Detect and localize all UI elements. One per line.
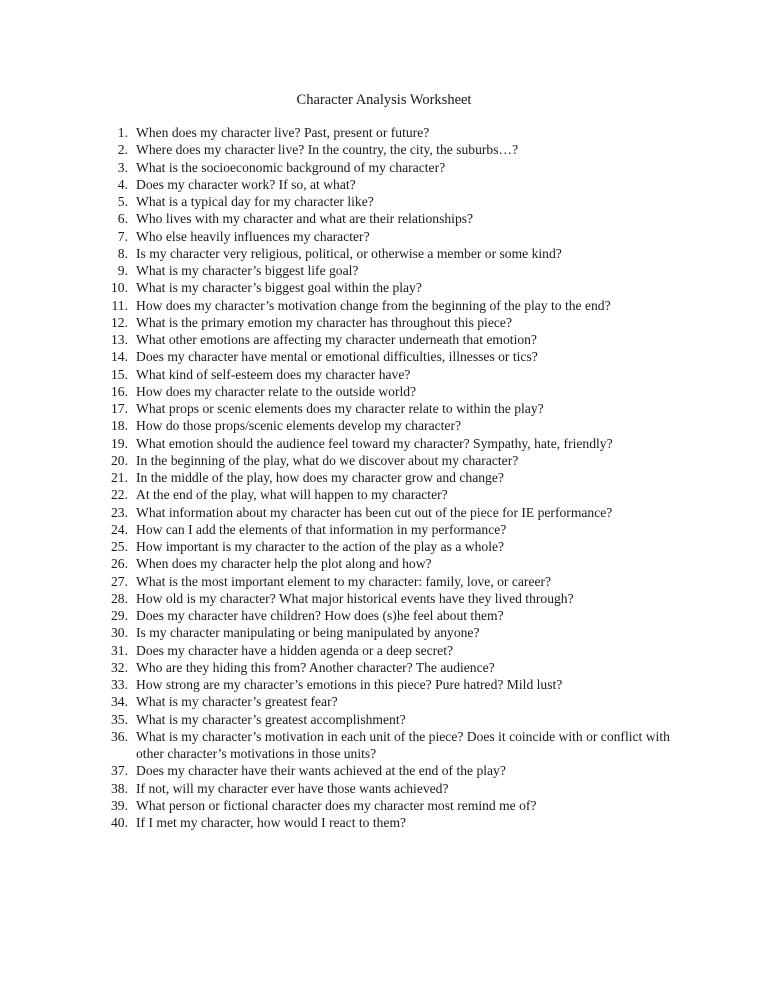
question-number: 22. — [111, 487, 128, 503]
question-text: When does my character live? Past, present or future? — [136, 125, 430, 140]
question-number: 25. — [111, 539, 128, 554]
question-text: How do those props/scenic elements develop my character? — [136, 418, 462, 434]
question-text: Where does my character live? In the country, the city, the suburbs…? — [136, 142, 519, 158]
question-number: 36. — [111, 728, 128, 744]
question-number: 18. — [111, 418, 128, 434]
question-number: 12. — [111, 314, 128, 330]
question-item — [108, 521, 688, 538]
question-number: 10. — [111, 280, 128, 296]
question-text: If not, will my character ever have those wants achieved? — [136, 780, 449, 796]
question-number: 7. — [117, 228, 128, 244]
question-number: 34. — [111, 694, 128, 710]
question-text: Is my character very religious, political, or otherwise a member or some kind? — [136, 245, 562, 261]
question-text: Is my character manipulating or being manipulated by anyone? — [136, 625, 480, 641]
question-text: How can I add the elements of that information in my performance? — [136, 521, 507, 537]
question-number: 11. — [111, 297, 128, 313]
question-number: 38. — [111, 780, 128, 796]
question-number: 27. — [111, 573, 128, 589]
question-number: 37. — [111, 763, 128, 779]
question-text: What is the primary emotion my character has throughout this piece? — [136, 314, 512, 330]
question-number: 40. — [111, 815, 128, 830]
question-text: What person or fictional character does my character most remind me of? — [136, 797, 537, 813]
question-item — [108, 814, 688, 831]
question-number: 33. — [111, 677, 128, 692]
question-number: 14. — [111, 349, 128, 365]
question-text: How old is my character? What major historical events have they lived through? — [136, 590, 574, 606]
question-text: At the end of the play, what will happen to my character? — [136, 487, 448, 503]
question-number: 3. — [117, 159, 128, 175]
question-number: 1. — [117, 125, 128, 140]
question-number: 4. — [117, 176, 128, 192]
question-item — [108, 228, 688, 245]
question-number: 15. — [111, 366, 128, 382]
question-item — [108, 383, 688, 400]
question-text: Does my character have a hidden agenda or a deep secret? — [136, 642, 454, 658]
question-item — [108, 555, 688, 572]
question-text: What props or scenic elements does my character relate to within the play? — [136, 401, 544, 416]
question-text: If I met my character, how would I react to them? — [136, 815, 407, 830]
question-item — [108, 573, 688, 590]
question-item — [108, 728, 688, 763]
question-number: 23. — [111, 504, 128, 520]
question-number: 8. — [117, 245, 128, 261]
question-item — [108, 486, 688, 503]
question-number: 13. — [111, 332, 128, 347]
question-number: 20. — [111, 452, 128, 468]
question-item — [108, 279, 688, 296]
question-item — [108, 711, 688, 728]
question-text: How does my character relate to the outside world? — [136, 383, 417, 399]
question-item — [108, 176, 688, 193]
question-text: What information about my character has been cut out of the piece for IE performance? — [136, 504, 613, 520]
question-text: Who else heavily influences my character? — [136, 228, 370, 244]
question-number: 21. — [111, 470, 128, 485]
question-item — [108, 435, 688, 452]
question-text: When does my character help the plot along and how? — [136, 556, 432, 572]
question-item — [108, 504, 688, 521]
question-item — [108, 452, 688, 469]
question-text: In the beginning of the play, what do we discover about my character? — [136, 452, 519, 468]
question-item — [108, 159, 688, 176]
question-number: 35. — [111, 711, 128, 727]
question-text: What is my character’s motivation in each unit of the piece? Does it coincide with or conflict with other character’s motivations in those units? — [136, 728, 670, 761]
question-number: 17. — [111, 401, 128, 416]
question-number: 30. — [111, 625, 128, 641]
question-text: How strong are my character’s emotions in this piece? Pure hatred? Mild lust? — [136, 677, 563, 692]
question-list — [108, 124, 688, 831]
question-text: What kind of self-esteem does my character have? — [136, 366, 411, 382]
question-number: 39. — [111, 797, 128, 813]
page-title: Character Analysis Worksheet — [296, 92, 472, 108]
question-number: 6. — [117, 211, 128, 227]
question-item — [108, 469, 688, 486]
question-item — [108, 780, 688, 797]
question-item — [108, 762, 688, 779]
question-text: What is a typical day for my character like? — [136, 194, 374, 209]
question-item — [108, 624, 688, 641]
question-text: Who are they hiding this from? Another character? The audience? — [136, 659, 495, 675]
question-item — [108, 797, 688, 814]
question-text: What is my character’s greatest fear? — [136, 694, 338, 710]
question-text: Who lives with my character and what are their relationships? — [136, 211, 474, 227]
question-number: 26. — [111, 556, 128, 572]
question-item — [108, 331, 688, 348]
question-item — [108, 693, 688, 710]
question-item — [108, 676, 688, 693]
question-item — [108, 348, 688, 365]
question-number: 32. — [111, 659, 128, 675]
question-number: 5. — [117, 194, 128, 209]
question-number: 2. — [117, 142, 128, 158]
question-text: Does my character have mental or emotional difficulties, illnesses or tics? — [136, 349, 538, 365]
question-number: 16. — [111, 383, 128, 399]
question-item — [108, 193, 688, 210]
question-item — [108, 366, 688, 383]
question-text: What emotion should the audience feel toward my character? Sympathy, hate, friendly? — [136, 435, 613, 451]
question-item — [108, 642, 688, 659]
question-item — [108, 417, 688, 434]
question-text: What is the most important element to my character: family, love, or career? — [136, 573, 552, 589]
question-item — [108, 124, 688, 141]
question-text: How important is my character to the action of the play as a whole? — [136, 539, 505, 554]
question-item — [108, 210, 688, 227]
question-number: 31. — [111, 642, 128, 658]
question-text: How does my character’s motivation change from the beginning of the play to the end? — [136, 297, 611, 313]
question-text: Does my character work? If so, at what? — [136, 176, 356, 192]
question-text: In the middle of the play, how does my character grow and change? — [136, 470, 504, 485]
question-number: 28. — [111, 590, 128, 606]
question-number: 9. — [117, 263, 128, 278]
question-number: 19. — [111, 435, 128, 451]
question-item — [108, 538, 688, 555]
question-item — [108, 262, 688, 279]
question-text: What is my character’s greatest accomplishment? — [136, 711, 406, 727]
question-item — [108, 659, 688, 676]
question-item — [108, 400, 688, 417]
question-text: What other emotions are affecting my character underneath that emotion? — [136, 332, 537, 347]
question-item — [108, 607, 688, 624]
question-item — [108, 245, 688, 262]
question-item — [108, 141, 688, 158]
question-text: Does my character have children? How does (s)he feel about them? — [136, 608, 504, 623]
question-number: 29. — [111, 608, 128, 623]
question-item — [108, 297, 688, 314]
question-text: What is my character’s biggest life goal? — [136, 263, 359, 278]
question-item — [108, 314, 688, 331]
question-item — [108, 590, 688, 607]
question-text: Does my character have their wants achieved at the end of the play? — [136, 763, 506, 779]
question-text: What is my character’s biggest goal within the play? — [136, 280, 422, 296]
question-number: 24. — [111, 521, 128, 537]
question-text: What is the socioeconomic background of my character? — [136, 159, 446, 175]
